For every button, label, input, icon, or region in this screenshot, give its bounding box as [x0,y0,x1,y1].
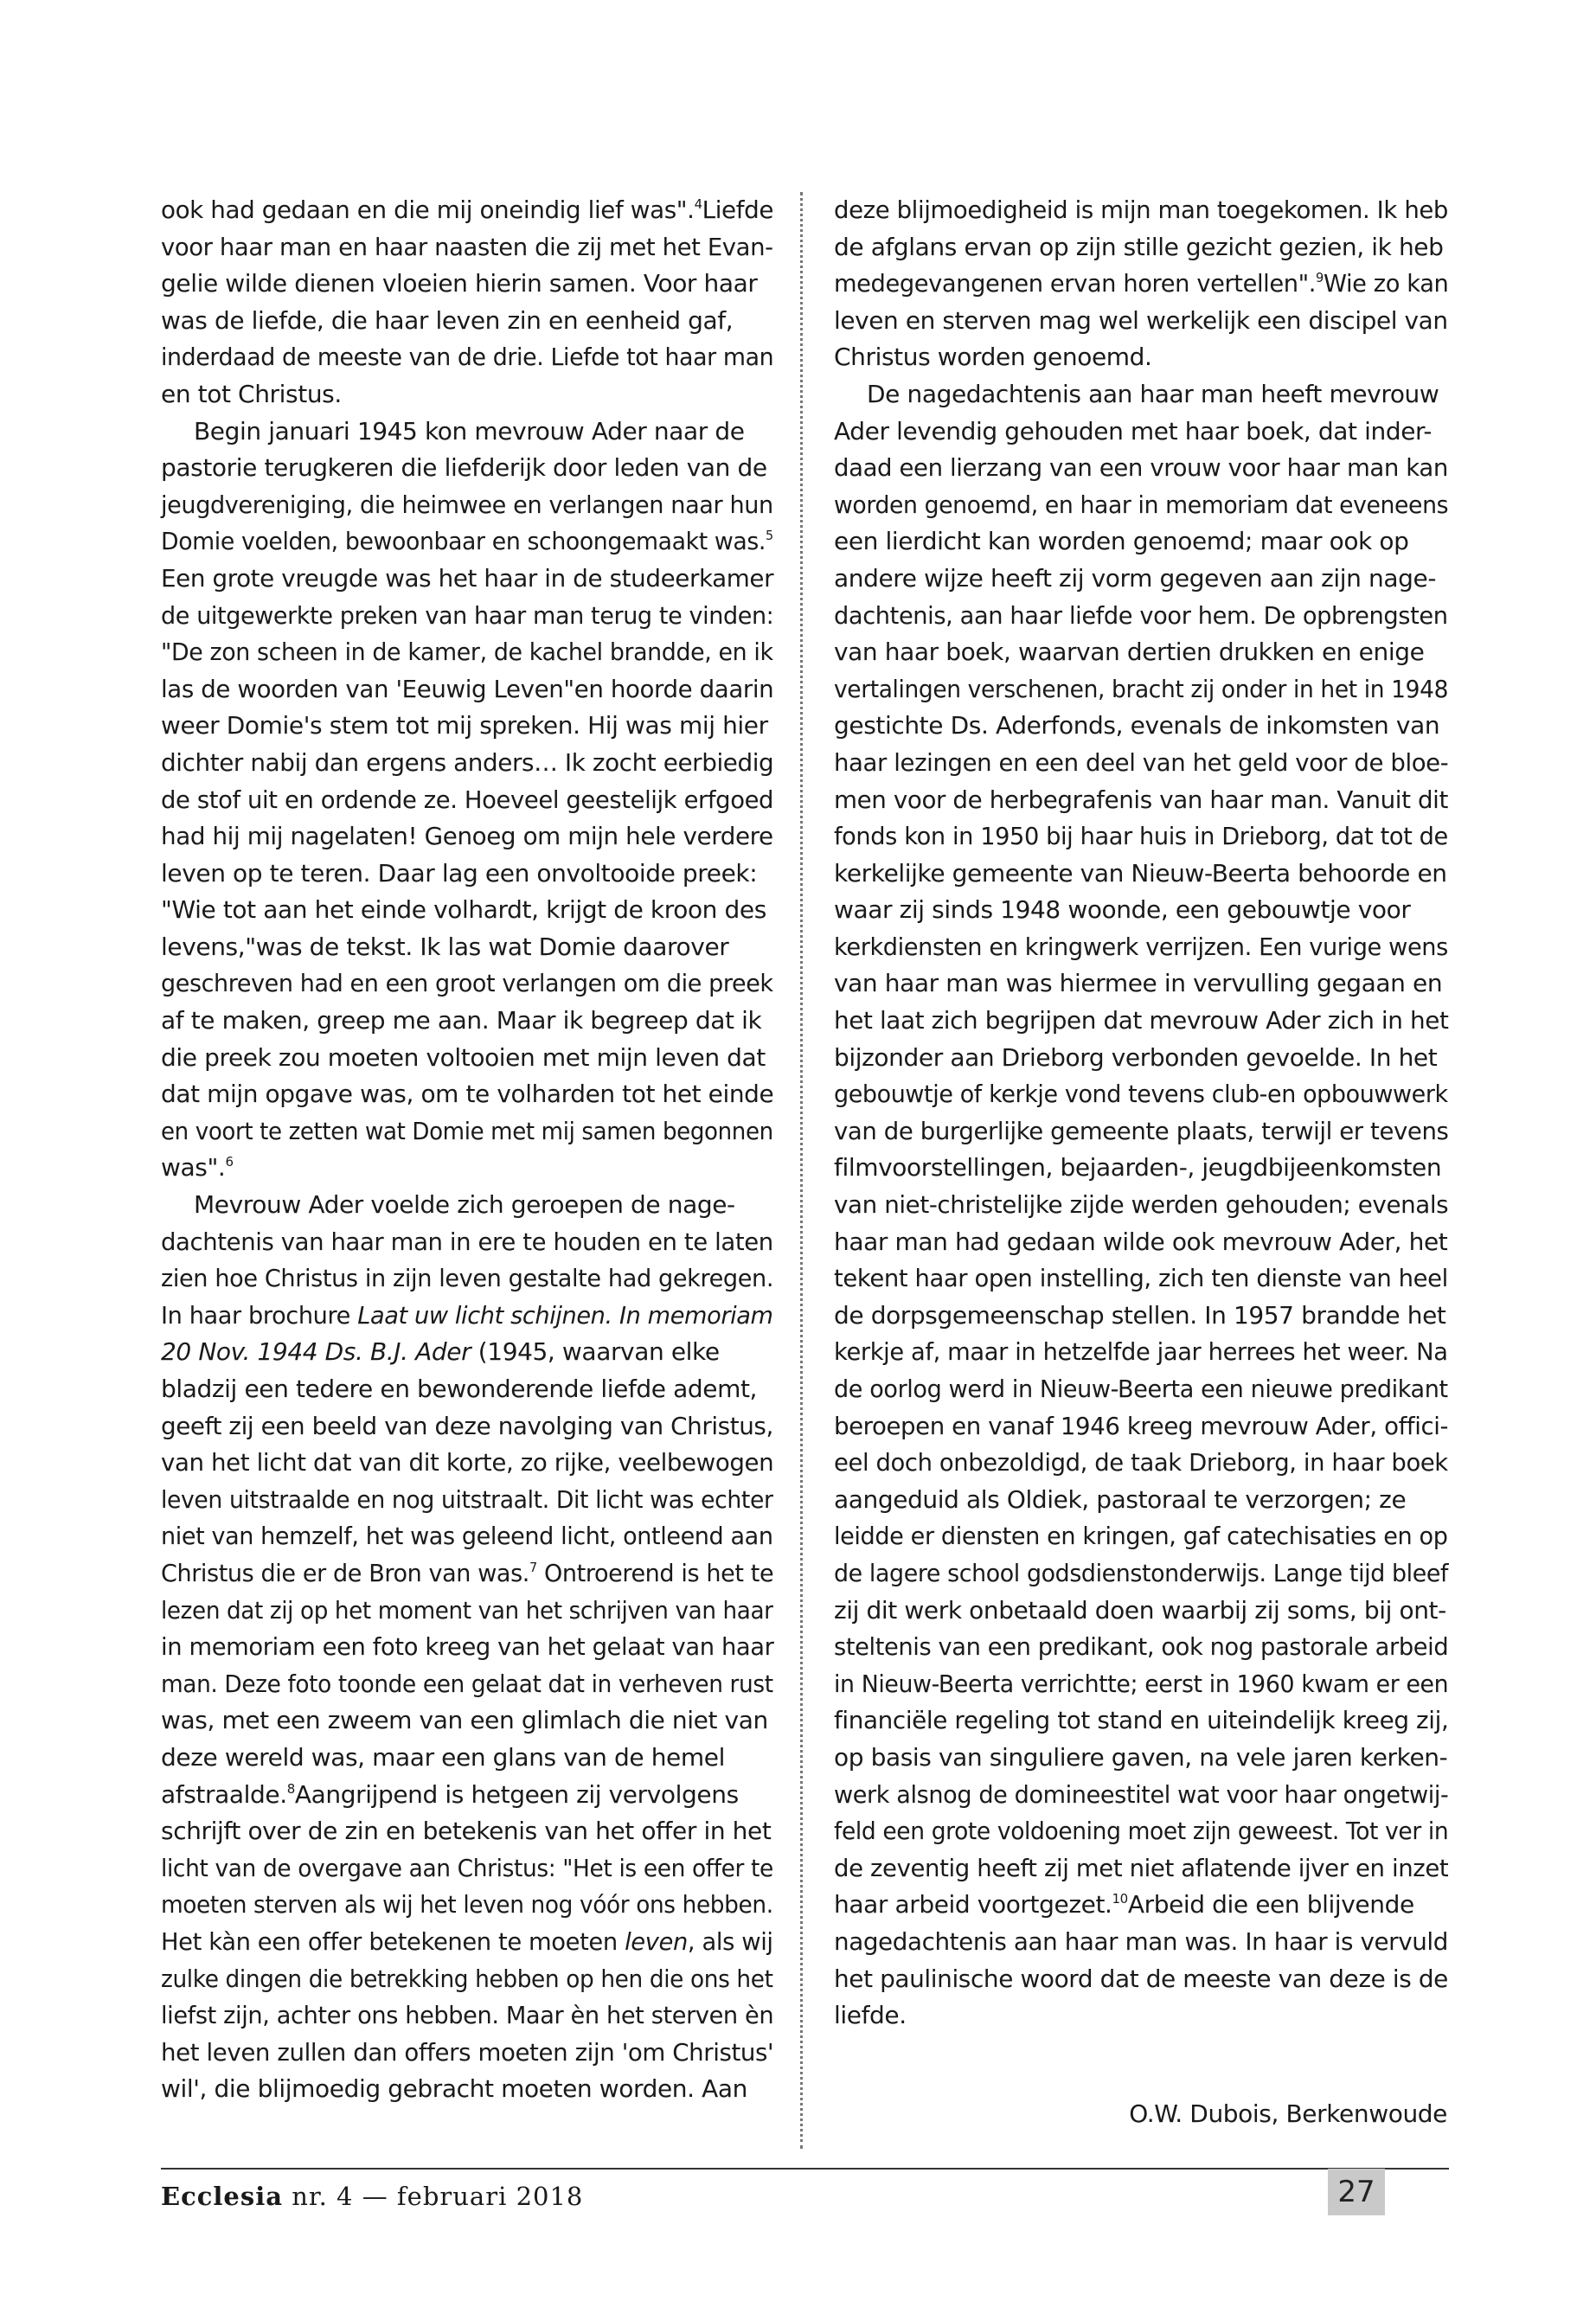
line-text: medegevangenen ervan horen vertellen". [834,269,1317,298]
line-text: steltenis van een predikant, ook nog pastorale arbeid [834,1632,1449,1662]
text-line [834,1740,1448,1777]
text-line [834,561,1448,598]
line-text: In haar brochure [161,1300,358,1330]
text-line [834,1777,1449,1814]
line-text: het paulinische woord dat de meeste van deze is de [834,1964,1448,1993]
line-text: bladzij een tedere en bewonderende liefde ademt, [161,1375,758,1403]
line-text: van de burgerlijke gemeente plaats, terwijl er tevens [834,1116,1449,1145]
text-line [834,782,1448,819]
line-text: jeugdvereniging, die heimwee en verlangen naar hun [161,490,773,519]
text-line [834,1150,1448,1187]
footnote-marker: 5 [766,528,773,544]
line-text: was, met een zweem van een glimlach die niet van [161,1706,768,1735]
line-text: nagedachtenis aan haar man was. In haar is vervuld [834,1926,1448,1956]
line-text: Christus die er de Bron van was. [161,1558,529,1587]
line-text: beroepen en vanaf 1946 kreeg mevrouw Ader, offici- [834,1411,1449,1440]
text-line [834,1260,1448,1298]
line-text: feld een grote voldoening moet zijn geweest. Tot ver in [834,1817,1449,1846]
line-text: kerkdiensten en kringwerk verrijzen. Een vurige wens [834,932,1448,961]
text-line [834,1629,1449,1666]
text-line [834,229,1448,266]
line-text: Mevrouw Ader voelde zich geroepen de nage- [194,1190,735,1220]
left-column [161,192,773,2108]
line-text: wil', die blijmoedig gebracht moeten worden. Aan [161,2074,748,2104]
text-line [161,598,774,635]
italic-title: Laat uw licht schijnen. In memoriam [357,1300,773,1330]
text-line [161,1961,773,1998]
line-text: kerkelijke gemeente van Nieuw-Beerta behoorde en [834,858,1447,888]
line-text: het laat zich begrijpen dat mevrouw Ader zich in het [834,1006,1449,1035]
line-text: dat mijn opgave was, om te volharden tot het einde [161,1080,774,1109]
text-line [161,266,773,303]
line-text: deze wereld was, maar een glans van de hemel [161,1742,725,1772]
text-line [834,1961,1446,1998]
line-text: liefst zijn, achter ons hebben. Maar èn het sterven èn [161,2001,774,2030]
text-line [161,1224,773,1261]
text-line [834,1887,1448,1924]
line-text: zij dit werk onbetaald doen waarbij zij soms, bij ont- [834,1595,1446,1625]
line-text: het leven zullen dan offers moeten zijn 'om Christus' [161,2037,774,2067]
line-text: haar lezingen en een deel van het geld voor de bloe- [834,747,1449,777]
line-text: op basis van singuliere gaven, na vele jaren kerken- [834,1742,1448,1772]
line-text: levens,"was de tekst. Ik las wat Domie daarover [161,932,729,961]
text-line [834,892,1448,929]
line-text: andere wijze heeft zij vorm gegeven aan zijn nage- [834,563,1437,593]
text-line [161,1371,773,1408]
line-text: niet van hemzelf, het was geleend licht, ontleend aan [161,1522,773,1551]
text-line [161,1593,773,1630]
column-divider [800,192,803,2149]
line-text: zien hoe Christus in zijn leven gestalte had gekregen. [161,1264,774,1293]
line-text-rest: Aangrijpend is hetgeen zij vervolgens [294,1779,739,1809]
line-text: gelie wilde dienen vloeien hierin samen. Voor haar [161,269,758,298]
footnote-marker: 7 [529,1559,537,1575]
text-line [161,929,773,966]
text-line [161,1113,773,1150]
text-line [834,1113,1449,1150]
line-text: aangeduid als Oldiek, pastoraal te verzorgen; ze [834,1484,1407,1514]
line-text: worden genoemd, en haar in memoriam dat eveneens [834,490,1449,519]
footnote-marker: 6 [225,1154,234,1170]
line-text: kerkje af, maar in hetzelfde jaar herrees het weer. Na [834,1337,1448,1367]
text-line [834,598,1448,635]
line-text: en tot Christus. [161,379,342,408]
line-text-rest: Ontroerend is het te [536,1558,774,1587]
text-line [161,1997,774,2035]
italic-title: leven [625,1926,688,1956]
line-text: de oorlog werd in Nieuw-Beerta een nieuwe predikant [834,1375,1448,1403]
text-line [161,1003,773,1040]
line-text: een lierdicht kan worden genoemd; maar ook op [834,527,1409,556]
line-text: en voort te zetten wat Domie met mij samen begonnen [161,1116,773,1145]
line-text: had hij mij nagelaten! Genoeg om mijn hele verdere [161,822,773,851]
text-line [834,1003,1449,1040]
line-text: dachtenis, aan haar liefde voor hem. De opbrengsten [834,600,1448,630]
issue-info: nr. 4 — februari 2018 [292,2182,584,2211]
text-line [161,671,774,708]
text-line [161,2071,773,2108]
text-line [834,745,1449,782]
line-text: van haar man was hiermee in vervulling gegaan en [834,969,1443,998]
text-line [161,1777,773,1814]
text-line [834,523,1448,561]
line-text: afstraalde. [161,1779,287,1809]
text-line [161,376,773,413]
line-text: daad een lierzang van een vrouw voor haar man kan [834,453,1448,483]
line-text: die preek zou moeten voltooien met mijn leven dat [161,1042,766,1072]
journal-name: Ecclesia [161,2182,284,2211]
line-text: liefde. [834,2001,907,2030]
line-text: in Nieuw-Beerta verrichtte; eerst in 1960 kwam er een [834,1669,1449,1698]
text-line [161,1076,772,1113]
text-line [161,1408,773,1445]
line-text: haar man had gedaan wilde ook mevrouw Ader, het [834,1227,1448,1256]
line-text: was de liefde, die haar leven zin en eenheid gaf, [161,305,734,335]
line-text: schrijft over de zin en betekenis van het offer in het [161,1817,772,1846]
line-text: tekent haar open instelling, zich ten dienste van heel [834,1264,1448,1293]
line-text: voor haar man en haar naasten die zij met het Evan- [161,232,773,261]
right-column [834,192,1448,2035]
line-text: Een grote vreugde was het haar in de studeerkamer [161,563,774,593]
text-line [834,671,1449,708]
text-line [161,229,773,266]
text-line [834,1997,1448,2035]
text-line [834,1593,1448,1630]
text-line [161,892,773,929]
line-text: leven en sterven mag wel werkelijk een discipel van [834,305,1448,335]
text-line [834,965,1448,1003]
footnote-marker: 10 [1112,1891,1128,1907]
text-line [834,303,1446,340]
text-line [834,487,1449,524]
text-line [834,1224,1448,1261]
line-text: pastorie terugkeren die liefderijk door leden van de [161,453,767,483]
italic-title: 20 Nov. 1944 Ds. B.J. Ader [161,1337,471,1367]
line-text: van haar boek, waarvan dertien drukken en enige [834,638,1425,667]
line-text: men voor de herbegrafenis van haar man. Vanuit dit [834,785,1448,814]
text-line [834,1555,1449,1593]
line-text-rest: (1945, waarvan elke [471,1337,720,1367]
line-text: Christus worden genoemd. [834,343,1152,372]
line-text: leven op te teren. Daar lag een onvoltooide preek: [161,858,758,888]
text-line [834,1850,1449,1888]
text-line [161,1334,773,1371]
footer-citation [161,2182,583,2211]
line-text: was". [161,1153,226,1183]
line-text: dachtenis van haar man in ere te houden en te laten [161,1227,773,1256]
line-text: Ader levendig gehouden met haar boek, dat inder- [834,416,1433,445]
text-line [161,818,773,856]
footnote-marker: 8 [286,1780,295,1797]
line-text: de afglans ervan op zijn stille gezicht gezien, ik heb [834,232,1444,261]
line-text: weer Domie's stem tot mij spreken. Hij was mij hier [161,711,768,740]
line-text: zulke dingen die betrekking hebben op hen die ons het [161,1964,773,1993]
text-line [834,192,1449,229]
text-line [834,413,1448,451]
text-line [834,1040,1448,1077]
line-text: gestichte Ds. Aderfonds, evenals de inkomsten van [834,711,1440,740]
line-text: leidde er diensten en kringen, gaf catechisaties en op [834,1522,1448,1551]
text-line [834,708,1448,745]
line-text: de lagere school godsdienstonderwijs. Lange tijd bleef [834,1558,1449,1587]
line-text-rest: Wie zo kan [1323,269,1449,298]
line-text: waar zij sinds 1948 woonde, een gebouwtje voor [834,895,1411,925]
line-text: "Wie tot aan het einde volhardt, krijgt de kroon des [161,895,766,925]
line-text: dichter nabij dan ergens anders… Ik zocht eerbiedig [161,747,774,777]
text-line [161,1702,773,1740]
text-line [161,782,774,819]
page-number: 27 [1328,2169,1385,2215]
text-line [834,634,1448,671]
text-line [161,634,773,671]
text-line [834,1666,1449,1703]
text-line [161,1629,774,1666]
footnote-marker: 4 [694,196,702,212]
line-text: bijzonder aan Drieborg verbonden gevoelde. In het [834,1042,1438,1072]
line-text: van het licht dat van dit korte, zo rijke, veelbewogen [161,1448,774,1477]
text-line [834,450,1448,487]
text-line [834,1371,1448,1408]
line-text-rest: , als wij [687,1926,773,1956]
text-line [834,1813,1449,1850]
line-text: van niet-christelijke zijde werden gehouden; evenals [834,1190,1449,1220]
line-text: deze blijmoedigheid is mijn man toegekomen. Ik heb [834,195,1449,224]
text-line [161,1298,773,1335]
footer-rule [161,2168,1449,2170]
text-line [834,1076,1448,1113]
line-text: eel doch onbezoldigd, de taak Drieborg, in haar boek [834,1448,1448,1477]
line-text: ook had gedaan en die mij oneindig lief was". [161,195,695,224]
line-text: leven uitstraalde en nog uitstraalt. Dit licht was echter [161,1484,773,1514]
text-line [161,450,773,487]
text-line [161,2035,774,2072]
line-text: fonds kon in 1950 bij haar huis in Drieborg, dat tot de [834,822,1448,851]
text-line [161,1850,773,1888]
text-line [834,1298,1448,1335]
line-text: vertalingen verschenen, bracht zij onder in het in 1948 [834,674,1449,703]
line-text: man. Deze foto toonde een gelaat dat in verheven rust [161,1669,773,1698]
line-text: licht van de overgave aan Christus: "Het is een offer te [161,1853,773,1882]
text-line [834,1408,1449,1445]
text-line [161,708,773,745]
text-line [834,1518,1448,1555]
line-text: inderdaad de meeste van de drie. Liefde tot haar man [161,343,774,372]
line-text: financiële regeling tot stand en uiteindelijk kreeg zij, [834,1706,1449,1735]
text-line [161,1924,773,1961]
line-text: De nagedachtenis aan haar man heeft mevrouw [867,379,1439,408]
line-text: af te maken, greep me aan. Maar ik begreep dat ik [161,1006,762,1035]
line-text: geschreven had en een groot verlangen om die preek [161,969,773,998]
text-line [161,1445,774,1482]
text-line [834,266,1449,303]
text-line [834,856,1448,893]
text-line [161,1187,773,1224]
text-line [161,1150,773,1187]
text-line [161,1518,773,1555]
author-signature: O.W. Dubois, Berkenwoude [1129,2099,1447,2128]
line-text: de stof uit en ordende ze. Hoeveel geestelijk erfgoed [161,785,774,814]
line-text: de zeventig heeft zij met niet aflatende ijver en inzet [834,1853,1449,1882]
text-line [161,1740,773,1777]
text-line [161,1887,773,1924]
text-line [161,1260,774,1298]
line-text: werk alsnog de domineestitel wat voor haar ongetwij- [834,1779,1449,1809]
text-line [834,1702,1449,1740]
line-text: moeten sterven als wij het leven nog vóór ons hebben. [161,1890,773,1920]
text-line [161,523,773,561]
line-text: Het kàn een offer betekenen te moeten [161,1926,625,1956]
text-line [834,929,1448,966]
text-line [161,856,773,893]
line-text: filmvoorstellingen, bejaarden-, jeugdbijeenkomsten [834,1153,1442,1183]
text-line [161,192,774,229]
line-text: geeft zij een beeld van deze navolging van Christus, [161,1411,773,1440]
text-line [161,303,773,340]
footnote-marker: 9 [1316,270,1324,286]
text-line [834,818,1448,856]
line-text: Begin januari 1945 kon mevrouw Ader naar de [194,416,745,445]
text-line [161,745,774,782]
text-line [161,487,773,524]
text-line [161,339,774,376]
text-line [161,561,774,598]
line-text: de dorpsgemeenschap stellen. In 1957 brandde het [834,1300,1446,1330]
line-text-rest: Arbeid die een blijvende [1127,1890,1414,1920]
line-text: Domie voelden, bewoonbaar en schoongemaakt was. [161,527,766,556]
text-line [834,339,1448,376]
text-line [834,1924,1448,1961]
line-text: haar arbeid voortgezet. [834,1890,1112,1920]
line-text: de uitgewerkte preken van haar man terug te vinden: [161,600,774,630]
text-line [161,1482,773,1519]
text-line [161,1555,774,1593]
text-line [834,1482,1448,1519]
text-line [161,413,773,451]
line-text: las de woorden van 'Eeuwig Leven"en hoorde daarin [161,674,774,703]
line-text: gebouwtje of kerkje vond tevens club-en opbouwwerk [834,1080,1448,1109]
text-line [161,1040,773,1077]
line-text: in memoriam een foto kreeg van het gelaat van haar [161,1632,774,1662]
text-line [834,376,1448,413]
text-line [161,1813,773,1850]
line-text: lezen dat zij op het moment van het schrijven van haar [161,1595,773,1625]
text-line [834,1187,1449,1224]
text-line [161,1666,773,1703]
text-line [834,1445,1448,1482]
text-line [161,965,773,1003]
line-text-rest: Liefde [702,195,774,224]
text-line [834,1334,1448,1371]
line-text: "De zon scheen in de kamer, de kachel brandde, en ik [161,638,773,667]
